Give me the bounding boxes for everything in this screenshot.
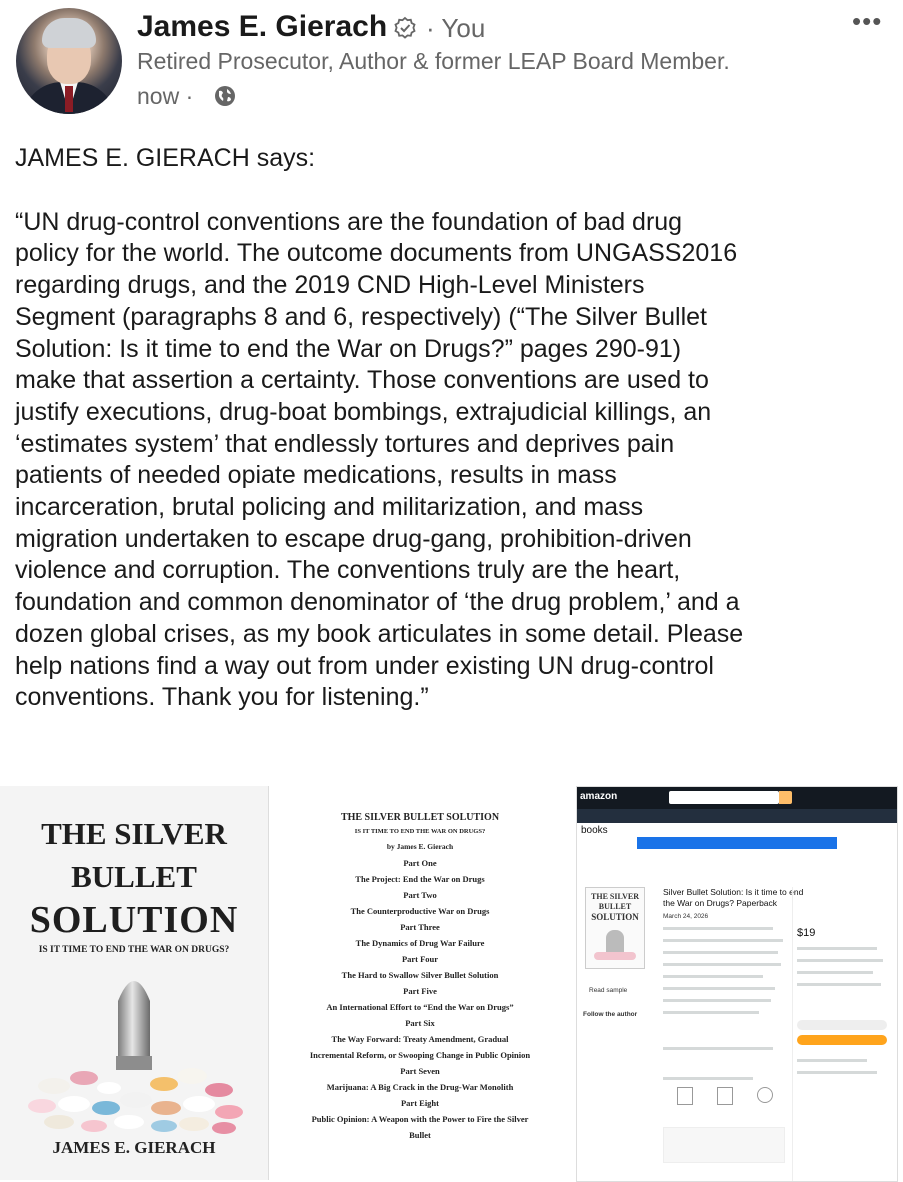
toc-line: Part Eight — [400, 1098, 439, 1108]
globe-icon — [213, 84, 237, 108]
amazon-nav-bar — [577, 787, 897, 809]
bullet-and-pills-illustration — [14, 966, 254, 1136]
cover-title-line-1: THE SILVER — [41, 816, 227, 851]
post-line: Solution: Is it time to end the War on Drugs?” pages 290-91) — [15, 334, 682, 363]
verified-icon — [393, 16, 417, 40]
toc-line: by James E. Gierach — [386, 842, 454, 851]
mini-cover-line-2: BULLET — [598, 902, 632, 911]
post-line: violence and corruption. The conventions truly are the heart, — [15, 556, 681, 585]
toc-line: Incremental Reform, or Swooping Change in Public Opinion — [309, 1050, 531, 1060]
follow-author-label: Follow the author — [583, 1011, 638, 1018]
table-of-contents-image[interactable] — [272, 786, 568, 1180]
amazon-listing-image[interactable] — [576, 786, 898, 1182]
post-line: foundation and common denominator of ‘the drug problem,’ and a — [15, 588, 740, 617]
toc-line: Public Opinion: A Weapon with the Power to Fire the Silver — [311, 1114, 529, 1124]
post-quote — [15, 207, 895, 714]
post-line: ‘estimates system’ that endlessly tortures and deprives pain — [15, 429, 675, 458]
toc-line: THE SILVER BULLET SOLUTION — [340, 812, 500, 823]
amazon-logo: amazon — [580, 791, 618, 802]
toc-line: The Hard to Swallow Silver Bullet Solution — [341, 970, 499, 980]
post-body — [15, 143, 895, 714]
post-line: migration undertaken to escape drug-gang, prohibition-driven — [15, 524, 692, 553]
amazon-search-box — [669, 791, 779, 804]
toc-line: Part Six — [405, 1018, 435, 1028]
mini-cover-line-1: THE SILVER — [591, 892, 639, 901]
toc-line: Part Three — [400, 922, 440, 932]
book-cover-image[interactable] — [0, 786, 269, 1180]
post-line: help nations find a way out from under existing UN drug-control — [15, 651, 714, 680]
mini-book-cover — [585, 887, 645, 969]
product-price: $19 — [797, 927, 816, 939]
post-lead: JAMES E. GIERACH says: — [15, 144, 316, 172]
product-title[interactable]: Silver Bullet Solution: Is it time to end the War on Drugs? Paperback — [663, 887, 804, 908]
cover-subtitle: IS IT TIME TO END THE WAR ON DRUGS? — [38, 945, 230, 955]
toc-line: An International Effort to “End the War on Drugs” — [326, 1002, 514, 1012]
post-line: make that assertion a certainty. Those conventions are used to — [15, 366, 709, 395]
toc-line: Part One — [403, 858, 437, 868]
cover-author: JAMES E. GIERACH — [52, 1138, 216, 1157]
toc-line: Part Seven — [400, 1066, 440, 1076]
post-line: regarding drugs, and the 2019 CND High-Level Ministers — [15, 271, 645, 300]
post-line: incarceration, brutal policing and militarization, and mass — [15, 493, 644, 522]
preorder-button[interactable] — [797, 1035, 887, 1045]
toc-line: The Project: End the War on Drugs — [355, 874, 485, 884]
post-line: dozen global crises, as my book articulates in some detail. Please — [15, 619, 744, 648]
author-name[interactable]: James E. Gierach — [137, 10, 388, 43]
amazon-sub-nav — [577, 809, 897, 823]
toc-line: Bullet — [409, 1130, 431, 1140]
post-line: justify executions, drug-boat bombings, extrajudicial killings, an — [15, 397, 712, 426]
cover-title-line-2: BULLET — [71, 859, 197, 894]
post-line: “UN drug-control conventions are the foundation of bad drug — [15, 207, 683, 236]
post-time: now · — [137, 83, 194, 109]
toc-line: Marijuana: A Big Crack in the Drug-War Monolith — [326, 1082, 514, 1092]
toc-line: The Counterproductive War on Drugs — [350, 906, 490, 916]
mini-cover-line-3: SOLUTION — [591, 912, 639, 922]
toc-line: Part Four — [401, 954, 439, 964]
release-date: March 24, 2026 — [663, 913, 709, 920]
toc-line: Part Five — [403, 986, 437, 996]
post-line: patients of needed opiate medications, results in mass — [15, 461, 617, 490]
toc-line: Part Two — [403, 890, 437, 900]
post-line: Segment (paragraphs 8 and 6, respectively) (“The Silver Bullet — [15, 302, 707, 331]
amazon-promo-banner — [637, 837, 837, 849]
post-line: policy for the world. The outcome documents from UNGASS2016 — [15, 239, 738, 268]
search-icon — [779, 791, 792, 804]
quantity-select[interactable] — [797, 1020, 887, 1030]
toc-line: IS IT TIME TO END THE WAR ON DRUGS? — [354, 828, 486, 835]
toc-line: The Dynamics of Drug War Failure — [355, 938, 485, 948]
post-header — [0, 0, 903, 130]
post-line: conventions. Thank you for listening.” — [15, 683, 429, 712]
relation-label: · You — [426, 13, 486, 43]
author-headline: Retired Prosecutor, Author & former LEAP Board Member. — [137, 48, 730, 74]
more-options-icon[interactable]: ••• — [852, 6, 883, 36]
toc-line: The Way Forward: Treaty Amendment, Gradual — [331, 1034, 509, 1044]
read-sample-link[interactable]: Read sample — [589, 987, 628, 994]
cover-title-line-3: SOLUTION — [29, 899, 239, 941]
avatar[interactable] — [16, 8, 122, 114]
amazon-category: books — [581, 825, 608, 836]
